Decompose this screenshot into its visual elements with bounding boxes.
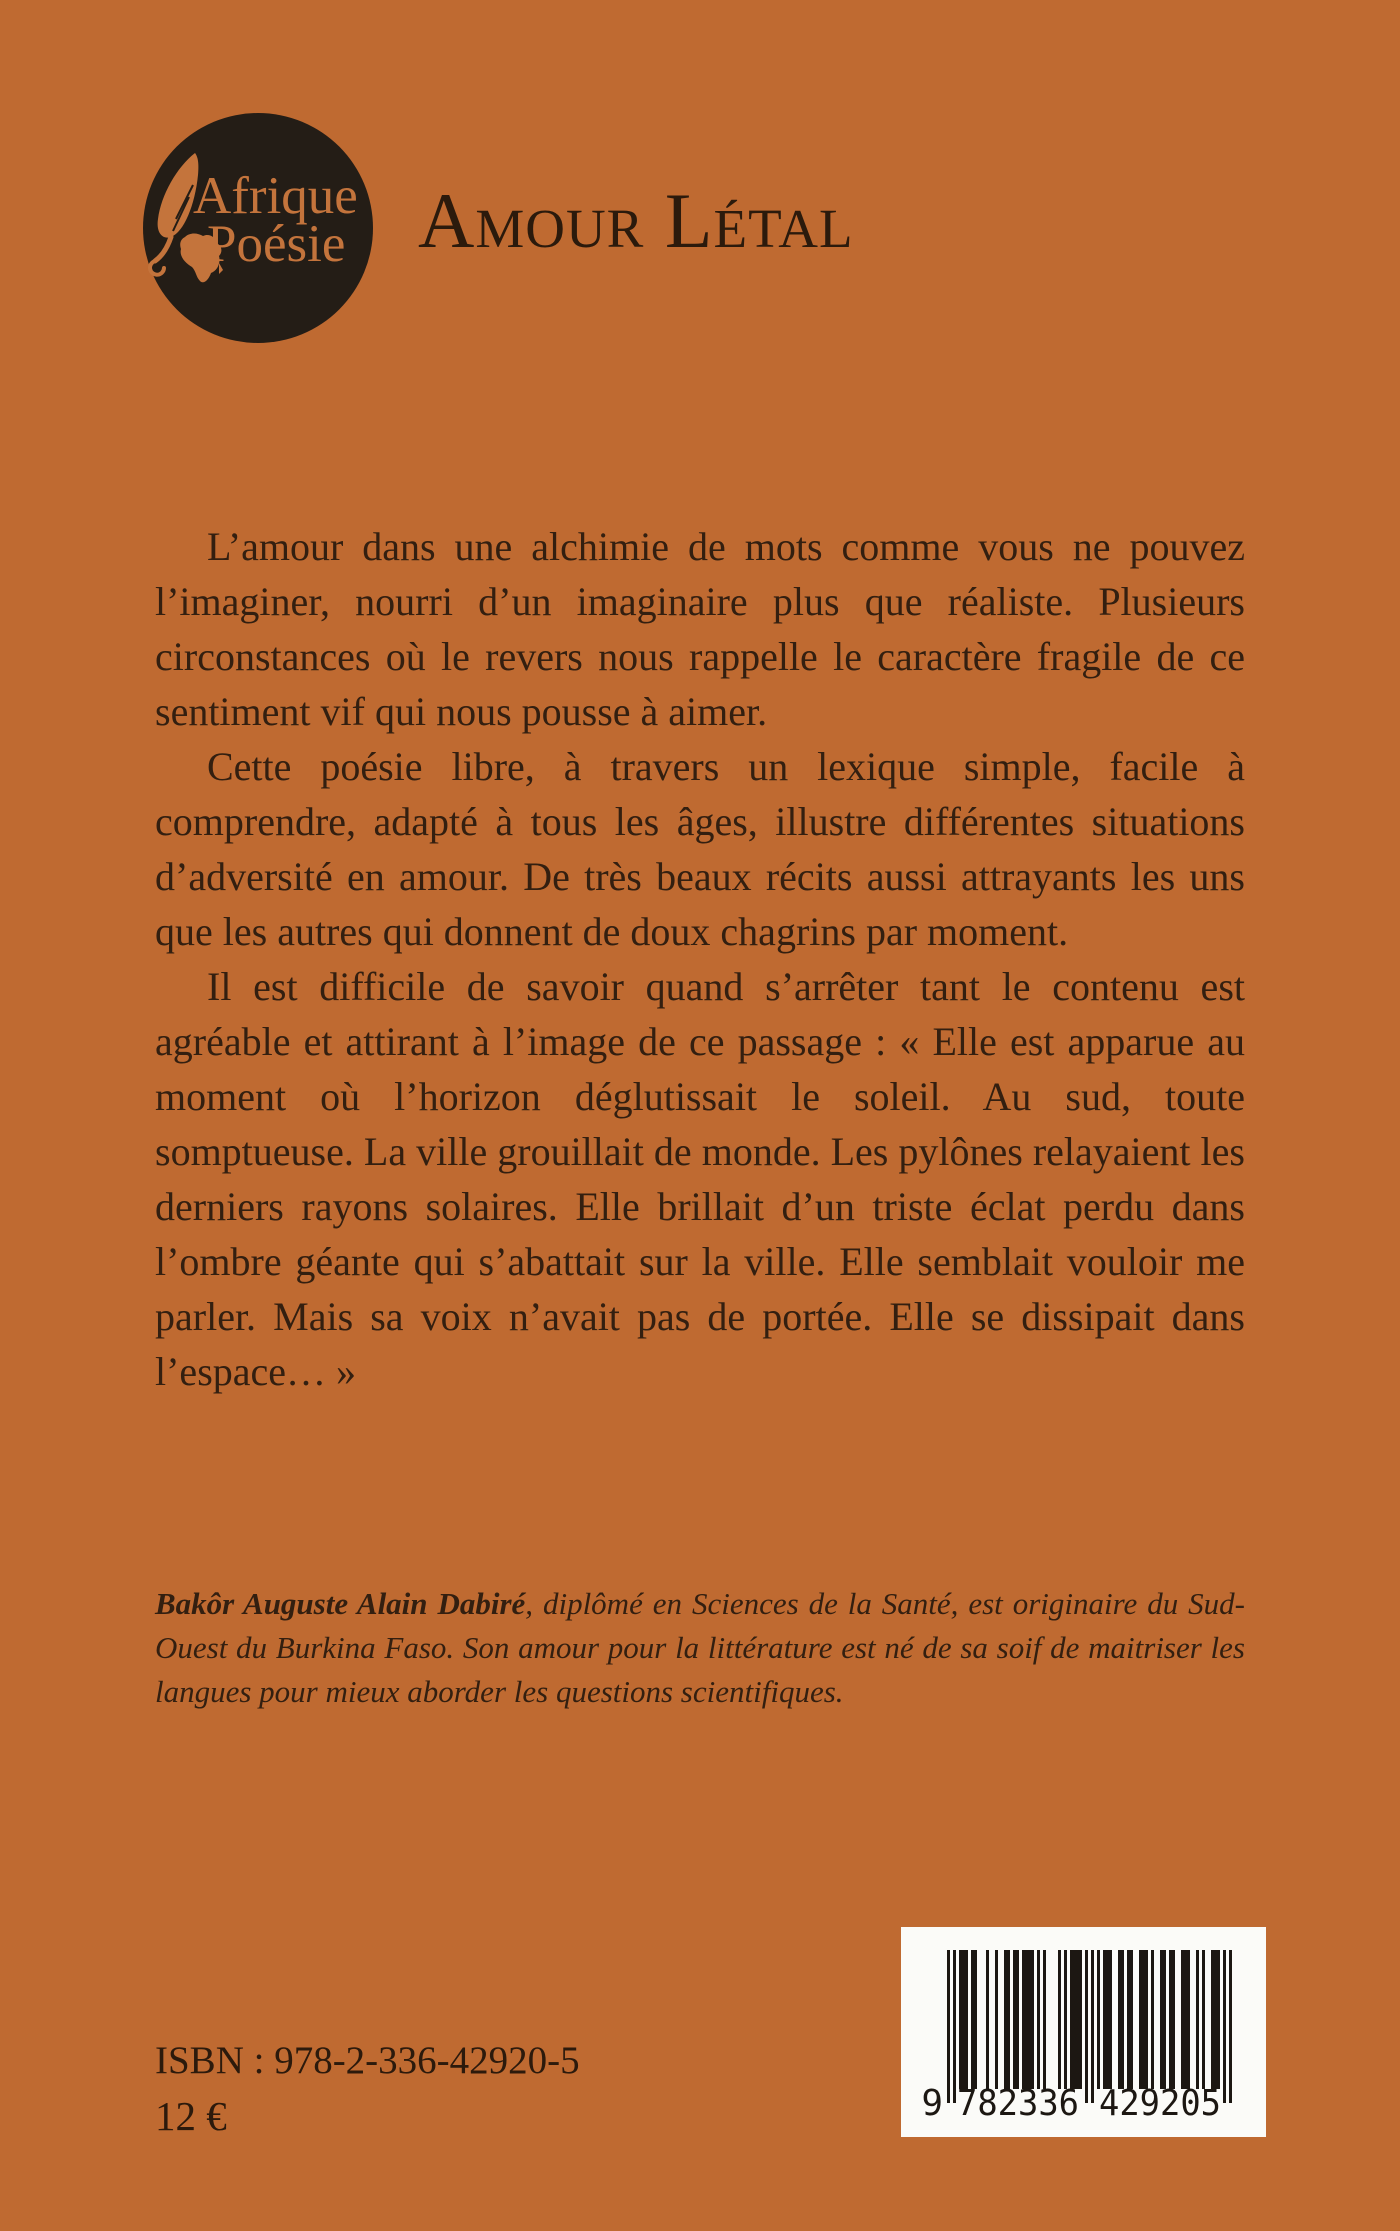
author-bio [155,1582,1245,1714]
logo-text-line1: Afrique [193,167,358,225]
price-text: 12 € [155,2093,227,2139]
synopsis-paragraph: Il est difficile de savoir quand s’arrêter tant le contenu est agréable et attirant à l’image de ce passage : « Elle est apparue au moment où l’horizon déglutissait le soleil. Au sud, toute somptueuse. La ville grouillait de monde. Les pylônes relayaient les derniers rayons solaires. Elle brillait d’un triste éclat perdu dans l’ombre géante qui s’abattait sur la ville. Elle semblait vouloir me parler. Mais sa voix n’avait pas de portée. Elle se dissipait dans l’espace… » [155,964,1245,1394]
barcode-bars [947,1950,1232,2103]
author-name: Bakôr Auguste Alain Dabiré [155,1586,526,1621]
author-bio-text: , diplômé en Sciences de la Santé, est originaire du Sud-Ouest du Burkina Faso. Son amour pour la littérature est né de sa soif de maitriser les langues pour mieux aborder les questions scientifiques. [155,1586,1245,1709]
barcode-digit-group2: 782336 [957,2083,1079,2124]
logo-text-line2: Poésie [207,215,346,273]
barcode-digit-group3: 429205 [1099,2083,1221,2124]
afrique-poesie-logo [143,113,373,343]
book-title: Amour Létal [418,177,854,264]
synopsis [155,519,1245,1399]
synopsis-paragraph: Cette poésie libre, à travers un lexique simple, facile à comprendre, adapté à tous les âges, illustre différentes situations d’adversité en amour. De très beaux récits aussi attrayants les uns que les autres qui donnent de doux chagrins par moment. [155,744,1245,954]
barcode-digit-group1: 9 [921,2083,943,2124]
isbn-text: ISBN : 978-2-336-42920-5 [155,2039,580,2082]
synopsis-paragraph: L’amour dans une alchimie de mots comme vous ne pouvez l’imaginer, nourri d’un imaginaire plus que réaliste. Plusieurs circonstances où le revers nous rappelle le caractère fragile de ce sentiment vif qui nous pousse à aimer. [155,524,1245,734]
barcode-svg [901,1927,1266,2137]
barcode [901,1927,1266,2137]
